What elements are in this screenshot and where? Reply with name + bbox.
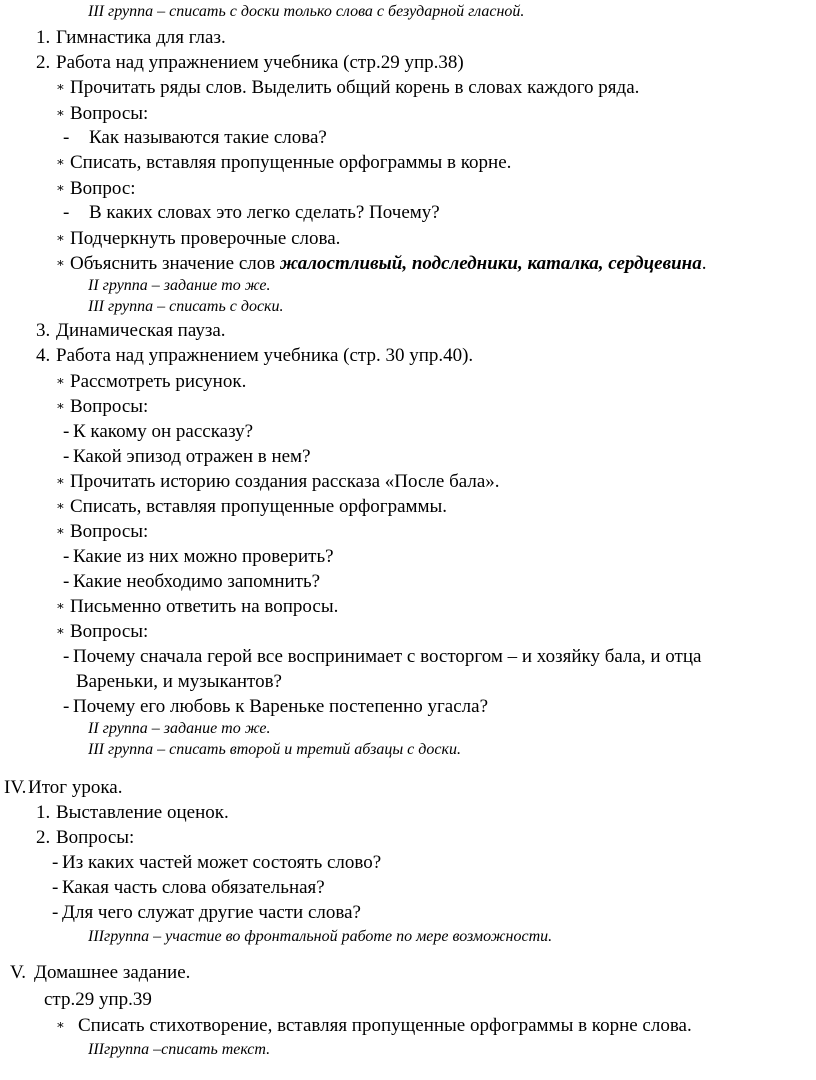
- list-item: [36, 52, 464, 74]
- item-text: Какие из них можно проверить?: [73, 546, 334, 567]
- dash-marker: -: [63, 546, 70, 567]
- group3-note: IIIгруппа –списать текст.: [88, 1041, 271, 1058]
- heading-text: Домашнее задание.: [34, 962, 191, 983]
- dash-marker: -: [63, 571, 70, 592]
- item-text: К какому он рассказу?: [73, 421, 254, 442]
- heading-text: Итог урока.: [28, 777, 123, 798]
- section-heading: [10, 962, 190, 984]
- item-number: 1.: [36, 27, 51, 48]
- item-text: Вопросы:: [56, 827, 135, 848]
- bullet-item: [56, 396, 148, 419]
- item-text: Как называются такие слова?: [89, 127, 327, 148]
- dash-marker: -: [52, 877, 59, 898]
- item-text: Работа над упражнением учебника (стр. 30 упр.40).: [56, 345, 474, 366]
- item-text: Вопросы:: [70, 396, 149, 417]
- group2-note: II группа – задание то же.: [88, 720, 271, 737]
- item-text: Для чего служат другие части слова?: [62, 902, 361, 923]
- bullet-item: [56, 253, 706, 276]
- item-text: Прочитать историю создания рассказа «После бала».: [70, 471, 500, 492]
- dash-item: [63, 571, 320, 593]
- item-text: Какой эпизод отражен в нем?: [73, 446, 311, 467]
- item-text: Подчеркнуть проверочные слова.: [70, 228, 341, 249]
- dash-marker: -: [63, 202, 70, 223]
- item-number: 3.: [36, 320, 51, 341]
- dash-marker: -: [63, 646, 70, 667]
- group2-note: II группа – задание то же.: [88, 277, 271, 294]
- item-text: Вопросы:: [70, 521, 149, 542]
- asterisk-bullet-icon: ∗: [56, 154, 65, 169]
- bullet-item: [56, 1015, 692, 1038]
- dash-item: [52, 852, 381, 874]
- dash-item: [63, 546, 334, 568]
- group3-note: III группа – списать второй и третий абзацы с доски.: [88, 741, 461, 758]
- asterisk-bullet-icon: ∗: [56, 373, 65, 388]
- roman-numeral: IV.: [4, 777, 27, 798]
- item-text: Гимнастика для глаз.: [56, 27, 226, 48]
- group3-note: III группа – списать с доски только слова с безударной гласной.: [88, 3, 525, 20]
- item-text: Списать стихотворение, вставляя пропущенные орфограммы в корне слова.: [78, 1015, 692, 1036]
- item-number: 1.: [36, 802, 51, 823]
- item-text: Выставление оценок.: [56, 802, 229, 823]
- asterisk-bullet-icon: ∗: [56, 598, 65, 613]
- asterisk-bullet-icon: ∗: [56, 523, 65, 538]
- item-number: 2.: [36, 52, 51, 73]
- dash-marker: -: [63, 446, 70, 467]
- dash-item: [63, 446, 311, 468]
- dash-item: [63, 421, 253, 443]
- item-text: Объяснить значение слов: [70, 253, 280, 274]
- item-text: Какая часть слова обязательная?: [62, 877, 325, 898]
- item-number: 4.: [36, 345, 51, 366]
- asterisk-bullet-icon: ∗: [56, 623, 65, 638]
- asterisk-bullet-icon: ∗: [56, 180, 65, 195]
- asterisk-bullet-icon: ∗: [56, 79, 65, 94]
- item-text: Вопросы:: [70, 103, 149, 124]
- dash-marker: -: [63, 696, 70, 717]
- roman-numeral: V.: [10, 962, 27, 983]
- dash-marker: -: [52, 902, 59, 923]
- bullet-item: [56, 471, 500, 494]
- continuation-text: Вареньки, и музыкантов?: [76, 671, 282, 692]
- item-text: Из каких частей может состоять слово?: [62, 852, 382, 873]
- asterisk-bullet-icon: ∗: [56, 398, 65, 413]
- item-text: Динамическая пауза.: [56, 320, 226, 341]
- item-text: Рассмотреть рисунок.: [70, 371, 247, 392]
- item-text: Какие необходимо запомнить?: [73, 571, 321, 592]
- dash-item: [63, 202, 440, 224]
- bullet-item: [56, 77, 639, 100]
- bullet-item: [56, 178, 136, 201]
- asterisk-bullet-icon: ∗: [56, 1017, 65, 1032]
- item-text: Списать, вставляя пропущенные орфограммы в корне.: [70, 152, 512, 173]
- dash-marker: -: [52, 852, 59, 873]
- bullet-item: [56, 621, 148, 644]
- bullet-item: [56, 496, 447, 519]
- list-item: [36, 802, 229, 824]
- homework-reference: стр.29 упр.39: [44, 989, 152, 1010]
- group3-note: IIIгруппа – участие во фронтальной работе по мере возможности.: [88, 928, 553, 945]
- bullet-item: [56, 596, 338, 619]
- list-item: [36, 827, 134, 849]
- bullet-item: [56, 521, 148, 544]
- item-text: Почему его любовь к Вареньке постепенно угасла?: [73, 696, 489, 717]
- group3-note: III группа – списать с доски.: [88, 298, 284, 315]
- bullet-item: [56, 103, 148, 126]
- asterisk-bullet-icon: ∗: [56, 473, 65, 488]
- section-heading: [4, 777, 122, 799]
- asterisk-bullet-icon: ∗: [56, 230, 65, 245]
- item-number: 2.: [36, 827, 51, 848]
- asterisk-bullet-icon: ∗: [56, 105, 65, 120]
- dash-item: [63, 127, 327, 149]
- dash-item: [52, 877, 325, 899]
- bullet-item: [56, 152, 511, 175]
- item-text: Письменно ответить на вопросы.: [70, 596, 339, 617]
- bullet-item: [56, 228, 340, 251]
- dash-marker: -: [63, 421, 70, 442]
- list-item: [36, 27, 226, 49]
- list-item: [36, 320, 226, 342]
- bullet-item: [56, 371, 246, 394]
- item-text: Работа над упражнением учебника (стр.29 упр.38): [56, 52, 464, 73]
- asterisk-bullet-icon: ∗: [56, 498, 65, 513]
- dash-item: [63, 646, 816, 668]
- item-text: В каких словах это легко сделать? Почему?: [89, 202, 440, 223]
- asterisk-bullet-icon: ∗: [56, 255, 65, 270]
- dash-item: [52, 902, 361, 924]
- list-item: [36, 345, 473, 367]
- period: .: [701, 253, 707, 274]
- item-text: Вопрос:: [70, 178, 136, 199]
- dash-marker: -: [63, 127, 70, 148]
- item-text: Прочитать ряды слов. Выделить общий корень в словах каждого ряда.: [70, 77, 640, 98]
- item-text: Списать, вставляя пропущенные орфограммы.: [70, 496, 448, 517]
- dash-item: [63, 696, 488, 718]
- item-text: Почему сначала герой все воспринимает с восторгом – и хозяйку бала, и отца: [73, 646, 702, 667]
- highlighted-words: жалостливый, подследники, каталка, сердцевина: [279, 253, 702, 274]
- item-text: Вопросы:: [70, 621, 149, 642]
